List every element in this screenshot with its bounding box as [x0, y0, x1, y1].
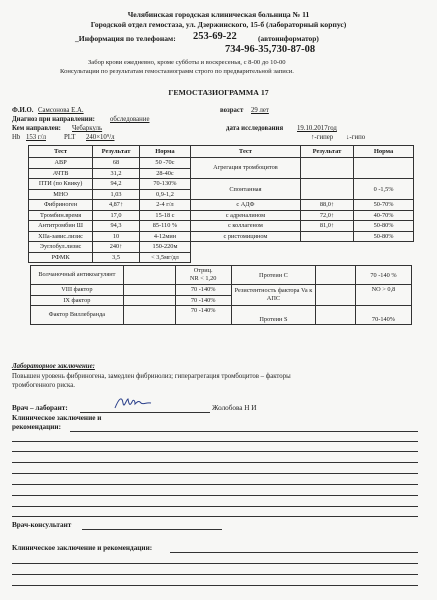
empty-cell	[316, 285, 356, 306]
fio-label: Ф.И.О.	[12, 107, 34, 114]
empty-cell	[123, 295, 175, 306]
test-name: АЧТВ	[29, 168, 93, 179]
empty-cell	[354, 158, 414, 179]
agg-test-norm: 50-80%	[354, 221, 414, 232]
resistance-name: Резистентность фактора Va к АПС	[231, 285, 316, 306]
table-row	[29, 210, 414, 221]
protein-s-norm: 70-140%	[355, 306, 411, 325]
fio-value: Самсонова Е.А.	[38, 107, 84, 114]
hb-label: Hb	[12, 134, 21, 141]
test-name: Эуглобул.лизис	[29, 242, 93, 253]
test-result: 68	[93, 158, 140, 169]
lupus-norm-a: Отриц.	[193, 267, 213, 274]
agg-test-name: с адреналином	[191, 210, 301, 221]
table-row	[31, 285, 412, 296]
agg-test-norm: 40-70%	[354, 210, 414, 221]
write-line	[12, 516, 418, 517]
empty-cell	[191, 252, 301, 263]
test-result: 10	[93, 231, 140, 242]
results-table	[28, 145, 414, 263]
col-result-2: Результат	[300, 146, 353, 158]
protein-s-name: Протеин S	[231, 306, 316, 325]
test-result: 240↑	[93, 242, 140, 253]
write-line	[12, 585, 418, 586]
signature-mark	[113, 394, 153, 412]
write-line	[70, 431, 418, 432]
vwf-norm: 70 -140%	[175, 306, 231, 325]
table-header-row	[29, 146, 414, 158]
f9-name: IX фактор	[31, 295, 124, 306]
legend-hypo: ↓-гипо	[346, 134, 366, 141]
test-norm: 50 -70с	[139, 158, 190, 169]
write-line	[12, 574, 418, 575]
write-line	[12, 473, 418, 474]
date-label: дата исследования	[226, 125, 284, 132]
lab-conclusion-text-2: тромбогенного риска.	[12, 382, 75, 389]
diagnosis-label: Диагноз при направлении:	[12, 116, 95, 123]
consultant-label: Врач-консультант	[12, 521, 72, 529]
agg-test-result: 81,0↑	[300, 221, 353, 232]
date-value: 19.10.2017год	[297, 125, 337, 132]
test-result: 17,0	[93, 210, 140, 221]
agg-test-result	[300, 179, 353, 200]
lupus-norm	[175, 266, 231, 285]
signature-line	[80, 412, 210, 413]
sent-by-value: Чебаркуль	[72, 125, 103, 132]
table-row	[31, 266, 412, 285]
agg-test-result: 88,0↑	[300, 200, 353, 211]
write-line	[12, 451, 418, 452]
write-line	[12, 495, 418, 496]
test-name: Фибриноген	[29, 200, 93, 211]
schedule-text: Забор крови ежедневно, кроме субботы и воскресенья, с 8-00 до 10-00	[88, 59, 286, 66]
lupus-name: Волчаночный антикоагулянт	[31, 266, 124, 285]
empty-cell	[316, 306, 356, 325]
lupus-norm-b: NR < 1,20	[189, 275, 217, 282]
test-norm: 28-40с	[139, 168, 190, 179]
empty-cell	[123, 306, 175, 325]
factors-table	[30, 265, 412, 325]
protein-c-norm: 70 -140 %	[355, 266, 411, 285]
sent-by-label: Кем направлен:	[12, 125, 61, 132]
document-title: ГЕМОСТАЗИОГРАММА 17	[168, 88, 269, 97]
clinical-conclusion-2-label: Клиническое заключение и рекомендации:	[12, 544, 153, 552]
write-line	[12, 563, 418, 564]
col-result: Результат	[93, 146, 140, 158]
col-norm: Норма	[139, 146, 190, 158]
empty-cell	[123, 266, 175, 285]
vwf-name: Фактор Виллебранда	[31, 306, 124, 325]
write-line	[12, 462, 418, 463]
empty-cell	[123, 285, 175, 296]
table-row	[29, 242, 414, 253]
test-result: 1,03	[93, 189, 140, 200]
table-row	[29, 158, 414, 169]
info-phones-label: _Информация по телефонам:	[75, 34, 176, 43]
test-name: Антитромбин Ш	[29, 221, 93, 232]
col-test: Тест	[29, 146, 93, 158]
clinical-conclusion-label: Клиническое заключение и	[12, 414, 102, 422]
agg-test-name: с коллагеном	[191, 221, 301, 232]
plt-value: 240×10⁹/л	[86, 134, 115, 141]
department-address: Городской отдел гемостаза, ул. Дзержинского, 15-б (лабораторный корпус)	[90, 20, 347, 29]
test-name: РФМК	[29, 252, 93, 263]
test-result: 94,2	[93, 179, 140, 190]
table-row	[29, 221, 414, 232]
hb-value: 153 г/л	[26, 134, 46, 141]
plt-label: PLT	[64, 134, 76, 141]
recommendations-label: рекомендации:	[12, 423, 61, 431]
table-row	[29, 231, 414, 242]
agg-test-result: 72,0↑	[300, 210, 353, 221]
test-norm: 70-130%	[139, 179, 190, 190]
test-name: XIIa-завис.лизис	[29, 231, 93, 242]
test-norm: < 3,5мг/дл	[139, 252, 190, 263]
empty-cell	[191, 242, 301, 253]
lab-conclusion-text-1: Повышен уровень фибриногена, замедлен фибринолиз; гиперагрегация тромбоцитов – факторы	[12, 373, 291, 380]
agg-test-norm: 0 -1,5%	[354, 179, 414, 200]
lab-doctor-label: Врач – лаборант:	[12, 404, 68, 412]
resistance-norm: NO > 0,8	[355, 285, 411, 306]
write-line	[170, 552, 418, 553]
test-norm: 15-18 с	[139, 210, 190, 221]
write-line	[12, 506, 418, 507]
agg-test-result	[300, 231, 353, 242]
empty-cell	[300, 252, 353, 263]
test-result: 4,87↑	[93, 200, 140, 211]
agg-test-name: Спонтанная	[191, 179, 301, 200]
lab-doctor-name: Жолобова Н И	[212, 404, 257, 412]
aggregation-header: Агрегация тромбоцитов	[191, 158, 301, 179]
test-result: 31,2	[93, 168, 140, 179]
test-result: 94,3	[93, 221, 140, 232]
empty-cell	[354, 242, 414, 253]
agg-test-name: с АДФ	[191, 200, 301, 211]
test-norm: 150-220м	[139, 242, 190, 253]
consultant-signature-line	[82, 529, 222, 530]
agg-test-norm: 50-80%	[354, 231, 414, 242]
consultation-text: Консультации по результатам гемостазиограмм строго по предварительной записи.	[60, 68, 294, 75]
age-label: возраст	[220, 107, 244, 114]
f8-norm: 70 -140%	[175, 285, 231, 296]
test-norm: 4-12мин	[139, 231, 190, 242]
col-norm-2: Норма	[354, 146, 414, 158]
legend-hyper: ↑-гипер	[311, 134, 334, 141]
empty-cell	[300, 158, 353, 179]
write-line	[12, 441, 418, 442]
hospital-name: Челябинская городская клиническая больница № 11	[127, 10, 310, 19]
test-name: АВР	[29, 158, 93, 169]
table-row	[29, 200, 414, 211]
write-line	[12, 484, 418, 485]
test-name: МНО	[29, 189, 93, 200]
protein-c-name: Протеин С	[231, 266, 316, 285]
table-row	[29, 179, 414, 190]
phone-primary: 253-69-22	[193, 31, 237, 42]
lab-conclusion-label: Лабораторное заключение:	[12, 363, 95, 370]
f9-norm: 70 -140%	[175, 295, 231, 306]
phone-secondary: 734-96-35,730-87-08	[225, 44, 316, 55]
test-norm: 85-110 %	[139, 221, 190, 232]
agg-test-name: с ристомицином	[191, 231, 301, 242]
f8-name: VIII фактор	[31, 285, 124, 296]
empty-cell	[354, 252, 414, 263]
agg-test-norm: 50-70%	[354, 200, 414, 211]
diagnosis-value: обследование	[110, 116, 150, 123]
empty-cell	[300, 242, 353, 253]
test-name: ПТИ (по Квику)	[29, 179, 93, 190]
table-row	[29, 252, 414, 263]
table-row	[31, 306, 412, 325]
test-norm: 0,9-1,2	[139, 189, 190, 200]
test-result: 3,5	[93, 252, 140, 263]
empty-cell	[316, 266, 356, 285]
col-test-2: Тест	[191, 146, 301, 158]
age-value: 29 лет	[251, 107, 269, 114]
test-name: Тромбин.время	[29, 210, 93, 221]
test-norm: 2-4 г/л	[139, 200, 190, 211]
phone-primary-note: (автоинформатор)	[258, 34, 319, 43]
